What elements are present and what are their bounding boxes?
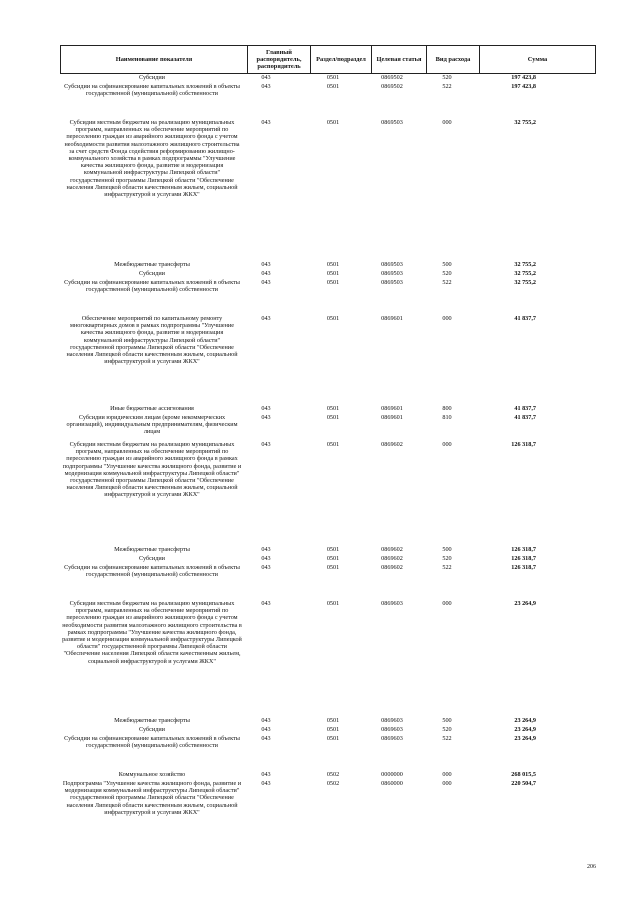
row-16-g: 043 — [261, 735, 271, 742]
row-3-a: 32 755,2 — [514, 261, 536, 268]
row-2-g: 043 — [261, 119, 271, 126]
row-18-name: Подпрограмма "Улучшение качества жилищного фонда, развитие и модернизация коммунальной инфраструктуры Липецкой области" государственной программы Липецкой области "Обеспечение населения Липецкой области качественным жильем, социальной инфраструктурой и услугами ЖКХ" — [62, 780, 242, 816]
row-13-g: 043 — [261, 600, 271, 607]
row-4-r: 0501 — [326, 270, 340, 277]
row-6-a: 41 837,7 — [514, 315, 536, 322]
row-12-v: 522 — [442, 564, 452, 571]
row-11-v: 520 — [442, 555, 452, 562]
row-17-g: 043 — [261, 771, 271, 778]
row-1-r: 0501 — [326, 83, 340, 90]
row-14-v: 500 — [442, 717, 452, 724]
row-8-r: 0501 — [326, 414, 340, 421]
row-2-r: 0501 — [326, 119, 340, 126]
row-5-a: 32 755,2 — [514, 279, 536, 286]
row-6-s: 0869601 — [381, 315, 403, 322]
row-8-name: Субсидии юридическим лицам (кроме некоммерческих организаций), индивидуальным предпринимателям, физическим лицам — [66, 414, 238, 436]
row-18-s: 0860000 — [381, 780, 403, 787]
row-11-a: 126 318,7 — [511, 555, 536, 562]
row-8-s: 0869601 — [381, 414, 403, 421]
row-11-g: 043 — [261, 555, 271, 562]
row-0-g: 043 — [261, 74, 271, 81]
row-3-r: 0501 — [326, 261, 340, 268]
row-9-r: 0501 — [326, 441, 340, 448]
row-17-r: 0502 — [326, 771, 340, 778]
row-1-g: 043 — [261, 83, 271, 90]
row-3-s: 0869503 — [381, 261, 403, 268]
row-15-v: 520 — [442, 726, 452, 733]
row-6-r: 0501 — [326, 315, 340, 322]
row-7-a: 41 837,7 — [514, 405, 536, 412]
row-8-a: 41 837,7 — [514, 414, 536, 421]
row-16-name: Субсидии на софинансирование капитальных вложений в объекты государственной (муниципальной) собственности — [64, 735, 240, 750]
row-15-r: 0501 — [326, 726, 340, 733]
row-14-r: 0501 — [326, 717, 340, 724]
row-13-a: 23 264,9 — [514, 600, 536, 607]
row-6-name: Обеспечение мероприятий по капитальному ремонту многоквартирных домов в рамках подпрограммы "Улучшение качества жилищного фонда, развитие и модернизация коммунальной инфраструктуры Липецкой области" государственной программы Липецкой области "Обеспечение населения Липецкой области качественным жильем, социальной инфраструктурой и услугами ЖКХ" — [66, 315, 238, 366]
row-16-r: 0501 — [326, 735, 340, 742]
row-12-name: Субсидии на софинансирование капитальных вложений в объекты государственной (муниципальной) собственности — [64, 564, 240, 579]
row-14-s: 0869603 — [381, 717, 403, 724]
row-7-s: 0869601 — [381, 405, 403, 412]
row-7-v: 800 — [442, 405, 452, 412]
row-0-s: 0869502 — [381, 74, 403, 81]
row-14-name: Межбюджетные трансферты — [114, 717, 190, 724]
row-1-s: 0869502 — [381, 83, 403, 90]
row-3-v: 500 — [442, 261, 452, 268]
row-10-g: 043 — [261, 546, 271, 553]
row-16-s: 0869603 — [381, 735, 403, 742]
row-5-s: 0869503 — [381, 279, 403, 286]
row-18-g: 043 — [261, 780, 271, 787]
row-16-a: 23 264,9 — [514, 735, 536, 742]
row-3-name: Межбюджетные трансферты — [114, 261, 190, 268]
row-0-v: 520 — [442, 74, 452, 81]
row-7-r: 0501 — [326, 405, 340, 412]
row-10-a: 126 318,7 — [511, 546, 536, 553]
row-10-name: Межбюджетные трансферты — [114, 546, 190, 553]
row-4-name: Субсидии — [139, 270, 165, 277]
row-11-r: 0501 — [326, 555, 340, 562]
row-2-v: 000 — [442, 119, 452, 126]
row-4-a: 32 755,2 — [514, 270, 536, 277]
row-7-g: 043 — [261, 405, 271, 412]
row-11-s: 0869602 — [381, 555, 403, 562]
row-10-r: 0501 — [326, 546, 340, 553]
row-5-g: 043 — [261, 279, 271, 286]
row-5-r: 0501 — [326, 279, 340, 286]
row-9-s: 0869602 — [381, 441, 403, 448]
row-13-s: 0869603 — [381, 600, 403, 607]
row-13-r: 0501 — [326, 600, 340, 607]
header-expense-type: Вид расхода — [435, 56, 471, 63]
row-1-v: 522 — [442, 83, 452, 90]
row-9-a: 126 318,7 — [511, 441, 536, 448]
row-9-v: 000 — [442, 441, 452, 448]
row-11-name: Субсидии — [139, 555, 165, 562]
row-15-s: 0869603 — [381, 726, 403, 733]
row-14-g: 043 — [261, 717, 271, 724]
row-12-s: 0869602 — [381, 564, 403, 571]
row-3-g: 043 — [261, 261, 271, 268]
row-10-s: 0869602 — [381, 546, 403, 553]
row-14-a: 23 264,9 — [514, 717, 536, 724]
row-5-name: Субсидии на софинансирование капитальных вложений в объекты государственной (муниципальной) собственности — [64, 279, 240, 294]
row-15-a: 23 264,9 — [514, 726, 536, 733]
row-13-name: Субсидии местным бюджетам на реализацию муниципальных программ, направленных на обеспечение мероприятий по переселению граждан из аварийного жилищного фонда с учетом необходимости развития малоэтажного жилищного строительства в рамках подпрограммы "Улучшение качества жилищного фонда, развитие и модернизация коммунальной инфраструктуры Липецкой области" государственной программы Липецкой области "Обеспечение населения Липецкой области качественным жильем, социальной инфраструктурой и услугами ЖКХ" — [62, 600, 242, 665]
header-amount: Сумма — [527, 56, 548, 63]
row-8-v: 810 — [442, 414, 452, 421]
row-0-a: 197 423,8 — [511, 74, 536, 81]
row-6-v: 000 — [442, 315, 452, 322]
header-target: Целевая статья — [376, 56, 422, 63]
row-12-g: 043 — [261, 564, 271, 571]
row-18-a: 220 504,7 — [511, 780, 536, 787]
header-main-manager: Главный распорядитель, распорядитель — [256, 49, 302, 70]
row-9-g: 043 — [261, 441, 271, 448]
row-18-v: 000 — [442, 780, 452, 787]
row-6-g: 043 — [261, 315, 271, 322]
header-name: Наименование показателя — [115, 56, 193, 63]
row-15-g: 043 — [261, 726, 271, 733]
row-2-s: 0869503 — [381, 119, 403, 126]
row-8-g: 043 — [261, 414, 271, 421]
row-16-v: 522 — [442, 735, 452, 742]
row-0-name: Субсидии — [139, 74, 165, 81]
row-5-v: 522 — [442, 279, 452, 286]
row-2-a: 32 755,2 — [514, 119, 536, 126]
row-17-name: Коммунальное хозяйство — [118, 771, 186, 778]
row-12-a: 126 318,7 — [511, 564, 536, 571]
table-header — [60, 45, 596, 74]
row-13-v: 000 — [442, 600, 452, 607]
row-1-a: 197 423,8 — [511, 83, 536, 90]
row-4-v: 520 — [442, 270, 452, 277]
row-4-s: 0869503 — [381, 270, 403, 277]
row-15-name: Субсидии — [139, 726, 165, 733]
page-number: 206 — [587, 864, 596, 870]
row-0-r: 0501 — [326, 74, 340, 81]
row-12-r: 0501 — [326, 564, 340, 571]
row-18-r: 0502 — [326, 780, 340, 787]
row-10-v: 500 — [442, 546, 452, 553]
row-17-v: 000 — [442, 771, 452, 778]
row-17-s: 0000000 — [381, 771, 403, 778]
row-1-name: Субсидии на софинансирование капитальных вложений в объекты государственной (муниципальной) собственности — [64, 83, 240, 98]
row-17-a: 268 015,5 — [511, 771, 536, 778]
row-7-name: Иные бюджетные ассигнования — [110, 405, 194, 412]
row-2-name: Субсидии местным бюджетам на реализацию муниципальных программ, направленных на обеспечение мероприятий по переселению граждан из аварийного жилищного фонда с учетом необходимости развития малоэтажного жилищного строительства за счет средств Фонда содействия реформированию жилищно-коммунального хозяйства в рамках подпрограммы "Улучшение качества жилищного фонда, развитие и модернизация коммунальной инфраструктуры Липецкой области" государственной программы Липецкой области "Обеспечение населения Липецкой области качественным жильем, социальной инфраструктурой и услугами ЖКХ" — [64, 119, 240, 199]
header-section: Раздел/подраздел — [316, 56, 366, 63]
row-9-name: Субсидии местным бюджетам на реализацию муниципальных программ, направленных на обеспечение мероприятий по переселению граждан из аварийного жилищного фонда в рамках подпрограммы "Улучшение качества жилищного фонда, развитие и модернизация коммунальной инфраструктуры Липецкой области" государственной программы Липецкой области "Обеспечение населения Липецкой области качественным жильем, социальной инфраструктурой и услугами ЖКХ" — [62, 441, 242, 499]
row-4-g: 043 — [261, 270, 271, 277]
